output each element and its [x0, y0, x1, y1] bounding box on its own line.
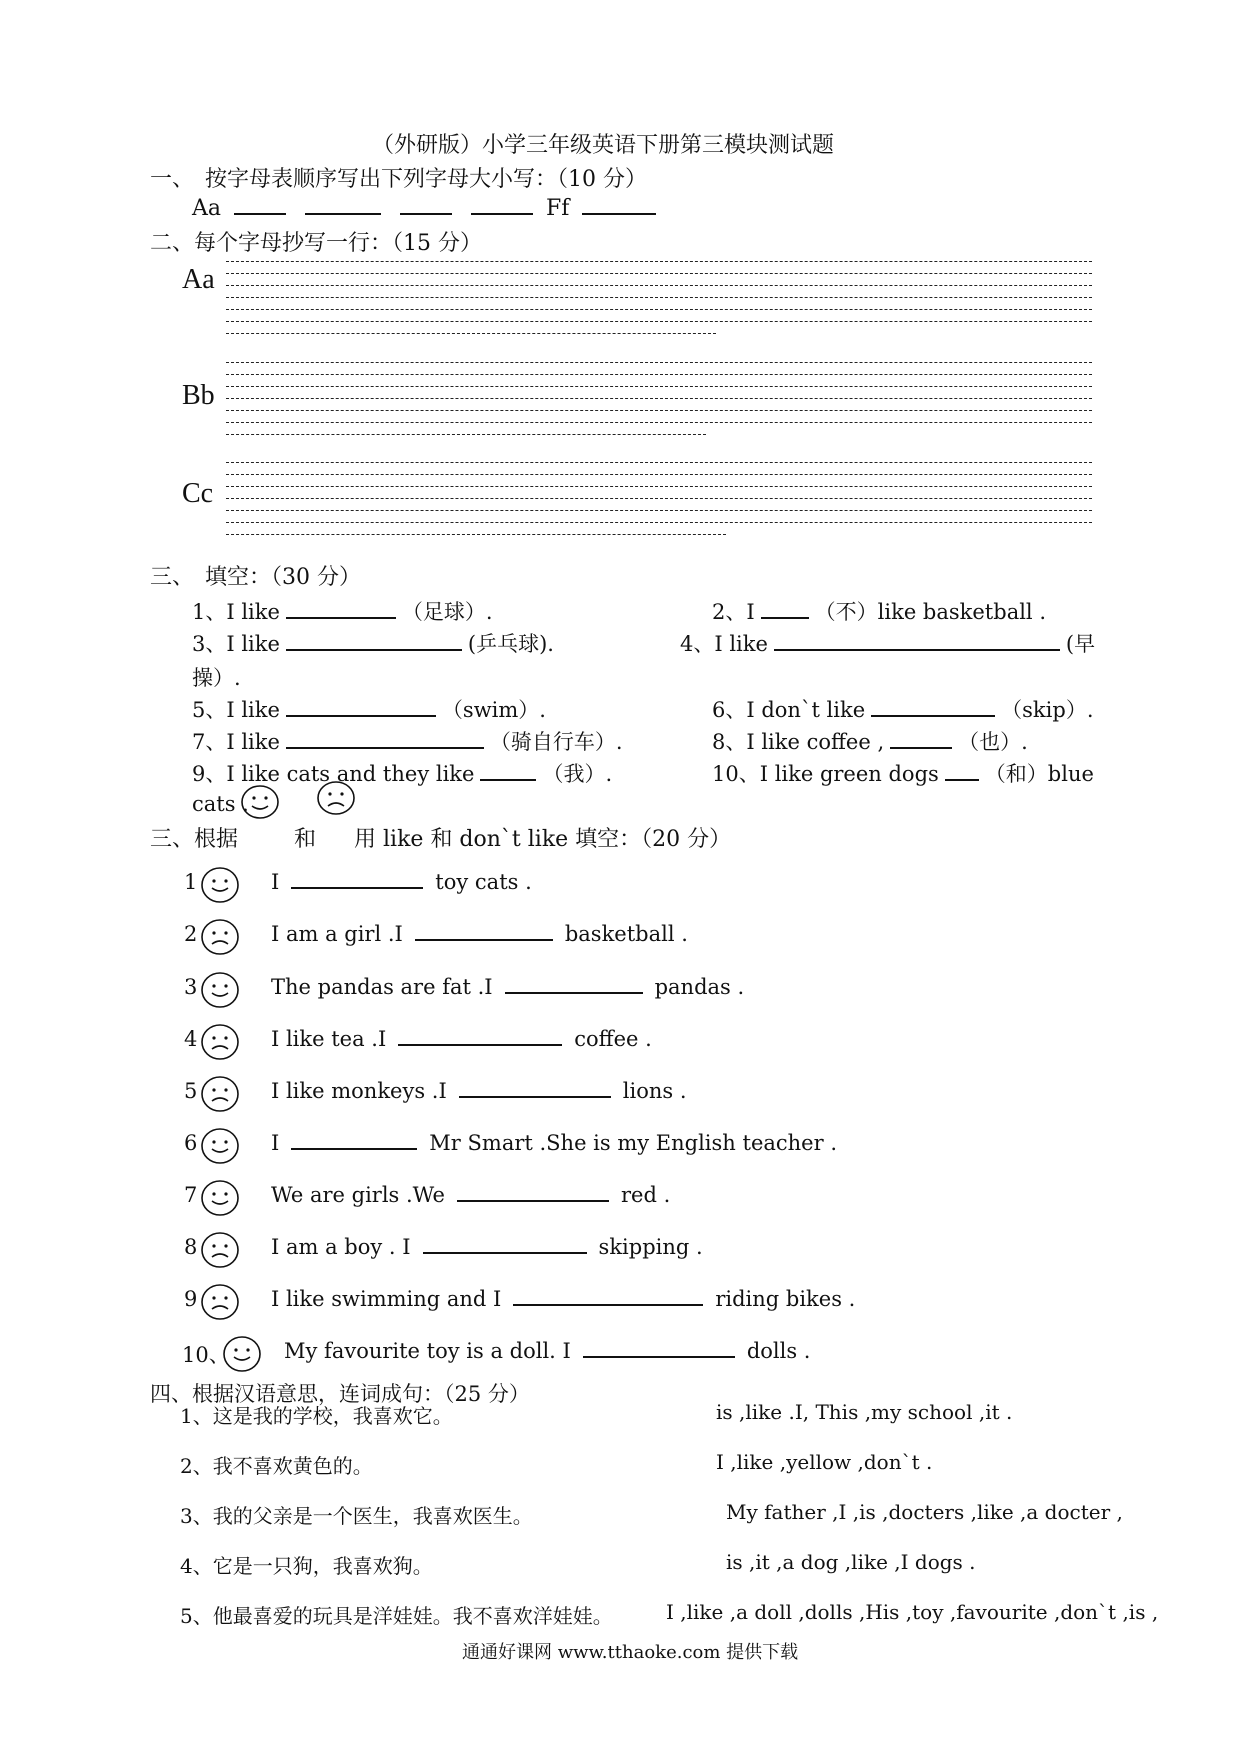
chinese-prompt: 4、它是一只狗，我喜欢狗。 [180, 1554, 433, 1578]
sentence-end: basketball . [564, 922, 688, 946]
heading-part: 三、根据 [150, 827, 239, 852]
item-text: （骑自行车）. [489, 730, 623, 754]
item-text: 7、I like [192, 730, 280, 754]
item-text: （不）like basketball . [814, 600, 1046, 624]
item-text: 8、I like coffee , [712, 730, 885, 754]
copy-line[interactable] [226, 362, 1092, 363]
item-text: （和）blue [984, 762, 1094, 786]
sad-face-icon [200, 1283, 240, 1321]
smiley-face-icon [200, 1127, 240, 1165]
chinese-prompt: 1、这是我的学校，我喜欢它。 [180, 1404, 453, 1428]
scrambled-words: is ,like .I, This ,my school ,it . [716, 1400, 1013, 1424]
scrambled-words: I ,like ,yellow ,don`t . [716, 1450, 933, 1474]
fill-item-10-cont: cats . [192, 792, 249, 816]
blank[interactable] [459, 1094, 611, 1098]
letter-aa: Aa [192, 196, 222, 221]
copy-line[interactable] [226, 273, 1092, 274]
item-text: 9、I like cats and they like [192, 762, 475, 786]
fill-item-4 [680, 628, 1095, 658]
letter-ff: Ff [546, 196, 570, 221]
fill-sentence [271, 1131, 837, 1155]
sentence-start: I [271, 1131, 280, 1155]
item-number: 10、 [182, 1343, 230, 1367]
sentence-start: The pandas are fat .I [271, 975, 493, 999]
sad-face-icon [316, 780, 356, 816]
blank[interactable] [457, 1198, 609, 1202]
copy-line[interactable] [226, 261, 1092, 262]
copy-line[interactable] [226, 386, 1092, 387]
item-number: 9 [184, 1287, 198, 1311]
scrambled-words: I ,like ,a doll ,dolls ,His ,toy ,favourite ,don`t ,is , [666, 1600, 1159, 1624]
smiley-face-icon [200, 1179, 240, 1217]
fill-item-1 [192, 596, 493, 626]
fill-sentence [271, 1027, 652, 1051]
blank[interactable] [471, 211, 533, 215]
sad-face-icon [200, 1075, 240, 1113]
blank[interactable] [871, 713, 995, 717]
blank[interactable] [286, 713, 436, 717]
fill-sentence [271, 1287, 855, 1311]
copy-line[interactable] [226, 522, 1092, 523]
page-title: （外研版）小学三年级英语下册第三模块测试题 [372, 133, 835, 158]
copy-line[interactable] [226, 486, 1092, 487]
sentence-start: I like swimming and I [271, 1287, 502, 1311]
copy-line[interactable] [226, 422, 1092, 423]
fill-item-7 [192, 726, 623, 756]
section-1-line [192, 196, 662, 221]
blank[interactable] [305, 211, 381, 215]
copy-line[interactable] [226, 309, 1092, 310]
item-text: （skip）. [1001, 698, 1094, 722]
item-number: 5 [184, 1079, 198, 1103]
blank[interactable] [774, 647, 1060, 651]
fill-item-4-cont: 操）. [192, 666, 241, 690]
page-footer: 通通好课网 www.tthaoke.com 提供下载 [462, 1642, 799, 1663]
sad-face-icon [200, 1023, 240, 1061]
item-number: 7 [184, 1183, 198, 1207]
section-1-heading: 一、 按字母表顺序写出下列字母大小写：（10 分） [150, 167, 647, 192]
fill-item-8 [712, 726, 1028, 756]
fill-sentence [271, 870, 532, 894]
smiley-face-icon [222, 1335, 262, 1373]
copy-line[interactable] [226, 297, 1092, 298]
copy-line[interactable] [226, 510, 1092, 511]
sentence-start: I like tea .I [271, 1027, 387, 1051]
scrambled-words: is ,it ,a dog ,like ,I dogs . [726, 1550, 976, 1574]
copy-line[interactable] [226, 498, 1092, 499]
item-text: 10、I like green dogs [712, 762, 939, 786]
copy-line[interactable] [226, 374, 1092, 375]
sentence-start: I am a boy . I [271, 1235, 411, 1259]
item-text: 1、I like [192, 600, 280, 624]
sentence-end: Mr Smart .She is my English teacher . [429, 1131, 837, 1155]
item-text: （足球）. [401, 600, 493, 624]
smiley-face-icon [200, 971, 240, 1009]
item-number: 4 [184, 1027, 198, 1051]
fill-item-2 [712, 596, 1046, 626]
item-text: (早 [1065, 632, 1096, 656]
blank[interactable] [423, 1250, 587, 1254]
sad-face-icon [200, 1231, 240, 1269]
fill-item-6 [712, 694, 1094, 724]
blank[interactable] [291, 1146, 417, 1150]
fill-sentence [271, 1235, 703, 1259]
copy-letter-aa: Aa [182, 264, 215, 295]
copy-line[interactable] [226, 410, 1092, 411]
blank[interactable] [582, 211, 656, 215]
item-number: 1 [184, 870, 198, 894]
copy-letter-cc: Cc [182, 478, 214, 509]
item-text: 3、I like [192, 632, 280, 656]
copy-line[interactable] [226, 333, 716, 334]
item-number: 6 [184, 1131, 198, 1155]
item-text: （也）. [958, 730, 1028, 754]
section-3-heading: 三、 填空：（30 分） [150, 565, 361, 590]
item-text: 2、I [712, 600, 755, 624]
fill-sentence [271, 922, 688, 946]
smiley-face-icon [240, 784, 280, 820]
sentence-end: toy cats . [435, 870, 532, 894]
sad-face-icon [200, 918, 240, 956]
fill-sentence [271, 975, 744, 999]
blank[interactable] [890, 745, 952, 749]
blank[interactable] [513, 1302, 703, 1306]
item-text: （我）. [542, 762, 613, 786]
blank[interactable] [761, 615, 809, 619]
chinese-prompt: 2、我不喜欢黄色的。 [180, 1454, 373, 1478]
fill-item-5 [192, 694, 546, 724]
heading-part: 用 like 和 don`t like 填空：（20 分） [354, 827, 732, 852]
blank[interactable] [400, 211, 452, 215]
blank[interactable] [286, 745, 484, 749]
fill-sentence [284, 1339, 810, 1363]
sentence-end: pandas . [654, 975, 745, 999]
blank[interactable] [234, 211, 286, 215]
blank[interactable] [415, 937, 553, 941]
section-5-heading: 四、根据汉语意思，连词成句：（25 分） [150, 1382, 530, 1406]
sentence-end: skipping . [598, 1235, 703, 1259]
section-2-heading: 二、每个字母抄写一行：（15 分） [150, 231, 482, 256]
heading-part: 和 [294, 827, 317, 852]
item-text: 6、I don`t like [712, 698, 866, 722]
section-4-heading [150, 822, 731, 853]
blank[interactable] [398, 1042, 562, 1046]
fill-sentence [271, 1079, 687, 1103]
chinese-prompt: 5、他最喜爱的玩具是洋娃娃。我不喜欢洋娃娃。 [180, 1604, 613, 1628]
fill-item-10 [712, 758, 1094, 788]
blank[interactable] [286, 647, 462, 651]
item-text: （swim）. [441, 698, 546, 722]
copy-line[interactable] [226, 321, 1092, 322]
item-number: 8 [184, 1235, 198, 1259]
sentence-start: I like monkeys .I [271, 1079, 447, 1103]
copy-line[interactable] [226, 474, 1092, 475]
item-text: (乒乓球). [467, 632, 554, 656]
sentence-end: lions . [622, 1079, 687, 1103]
copy-line[interactable] [226, 534, 726, 535]
item-number: 2 [184, 922, 198, 946]
blank[interactable] [505, 990, 643, 994]
blank[interactable] [286, 615, 396, 619]
blank[interactable] [583, 1354, 735, 1358]
copy-line[interactable] [226, 434, 706, 435]
blank[interactable] [291, 885, 423, 889]
sentence-start: My favourite toy is a doll. I [284, 1339, 571, 1363]
item-text: 4、I like [680, 632, 768, 656]
fill-item-3 [192, 628, 554, 658]
chinese-prompt: 3、我的父亲是一个医生，我喜欢医生。 [180, 1504, 533, 1528]
sentence-start: I [271, 870, 280, 894]
fill-sentence [271, 1183, 670, 1207]
sentence-end: riding bikes . [715, 1287, 856, 1311]
copy-letter-bb: Bb [182, 380, 215, 411]
scrambled-words: My father ,I ,is ,docters ,like ,a docter , [726, 1500, 1123, 1524]
copy-line[interactable] [226, 462, 1092, 463]
blank[interactable] [480, 777, 536, 781]
blank[interactable] [945, 777, 979, 781]
item-text: 5、I like [192, 698, 280, 722]
item-number: 3 [184, 975, 198, 999]
sentence-end: dolls . [746, 1339, 811, 1363]
sentence-start: We are girls .We [271, 1183, 445, 1207]
copy-line[interactable] [226, 398, 1092, 399]
copy-line[interactable] [226, 285, 1092, 286]
sentence-start: I am a girl .I [271, 922, 403, 946]
smiley-face-icon [200, 866, 240, 904]
sentence-end: coffee . [574, 1027, 652, 1051]
sentence-end: red . [620, 1183, 671, 1207]
